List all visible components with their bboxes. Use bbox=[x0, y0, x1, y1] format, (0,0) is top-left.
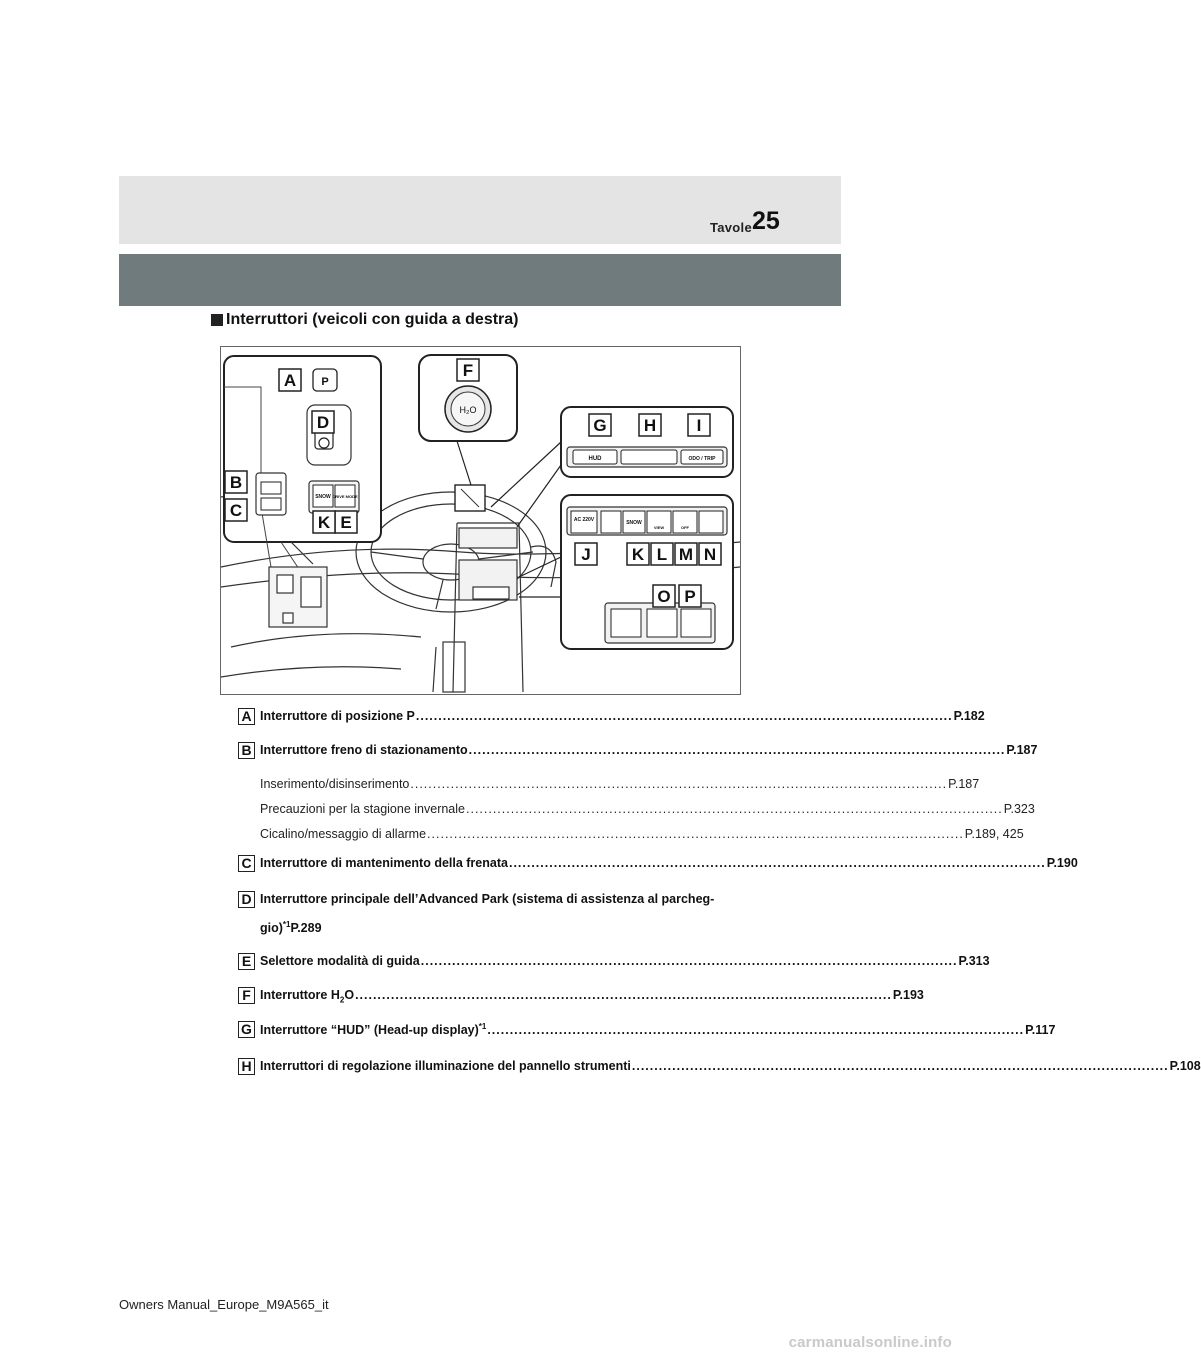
switches-illustration bbox=[220, 346, 741, 695]
entry-line bbox=[260, 1022, 1056, 1038]
entry-label: Interruttore di posizione P bbox=[260, 709, 415, 723]
leader-dots: ........................................................................................................................ bbox=[468, 743, 1006, 757]
entry-letter: G bbox=[238, 1021, 255, 1038]
page-ref-link[interactable]: P.289 bbox=[290, 921, 322, 936]
page-ref-link[interactable]: P.108 bbox=[1169, 1059, 1201, 1073]
sub-entry bbox=[260, 802, 1035, 816]
h2o-switch-label: H₂O bbox=[459, 405, 477, 415]
callout-l: L bbox=[656, 545, 668, 564]
square-bullet-icon bbox=[211, 314, 223, 326]
sub-entry bbox=[260, 827, 1024, 841]
entry-label-text: Interruttore “HUD” (Head-up display) bbox=[260, 1023, 479, 1038]
callout-g: G bbox=[593, 416, 607, 435]
callout-j: J bbox=[581, 545, 591, 564]
entry-letter: F bbox=[238, 987, 255, 1004]
leader-dots: ........................................................................................................................ bbox=[427, 827, 964, 841]
watermark: carmanualsonline.info bbox=[788, 1334, 952, 1351]
entry-letter: H bbox=[238, 1058, 255, 1075]
entry-line bbox=[260, 988, 924, 1005]
entry-letter: E bbox=[238, 953, 255, 970]
callout-n: N bbox=[703, 545, 717, 564]
entry-line bbox=[260, 954, 990, 968]
drive-mode-switch-label: DRIVE MODE bbox=[332, 494, 358, 499]
page-ref-link[interactable]: P.117 bbox=[1025, 1023, 1056, 1038]
callout-k-2: K bbox=[631, 545, 645, 564]
footer-doc-id: Owners Manual_Europe_M9A565_it bbox=[119, 1297, 329, 1312]
callout-k: K bbox=[317, 513, 331, 532]
entry-letter: D bbox=[238, 891, 255, 908]
hud-switch-label: HUD bbox=[588, 456, 602, 462]
entry-label bbox=[260, 988, 354, 1005]
ac-switch-label: AC 220V bbox=[573, 517, 595, 523]
footnote-marker: *1 bbox=[282, 920, 291, 929]
entry-label: Interruttore freno di stazionamento bbox=[260, 743, 468, 757]
header-bar bbox=[119, 254, 841, 306]
leader-dots: ........................................................................................................................ bbox=[420, 954, 958, 968]
leader-dots: ........................................................................................................................ bbox=[415, 709, 953, 723]
callout-d: D bbox=[316, 413, 330, 432]
leader-dots: ........................................................................................................................ bbox=[466, 802, 1003, 816]
entry-label: Selettore modalità di guida bbox=[260, 954, 420, 968]
entry-line bbox=[260, 920, 734, 935]
page-ref-link[interactable]: P.313 bbox=[958, 954, 990, 968]
page-number: 25 bbox=[752, 207, 780, 235]
view-switch-label: VIEW bbox=[653, 525, 665, 530]
section-heading bbox=[211, 311, 519, 329]
leader-dots: ........................................................................................................................ bbox=[631, 1059, 1169, 1073]
center-stack-panels bbox=[459, 528, 517, 600]
page-ref-link[interactable]: P.189, 425 bbox=[964, 827, 1024, 841]
entry-line bbox=[260, 856, 1078, 870]
entry-label: Interruttore di mantenimento della frenata bbox=[260, 856, 508, 870]
off-switch-label: OFF bbox=[681, 525, 689, 530]
callout-a: A bbox=[283, 371, 297, 390]
callout-e: E bbox=[340, 513, 352, 532]
leader-dots: ........................................................................................................................ bbox=[410, 777, 948, 791]
sub-entry-label: Cicalino/messaggio di allarme bbox=[260, 827, 427, 841]
section-label: Tavole bbox=[709, 220, 752, 235]
leader-dots: ........................................................................................................................ bbox=[487, 1023, 1025, 1038]
left-console-detail bbox=[269, 567, 327, 627]
entry-label-part: O bbox=[344, 988, 355, 1002]
callout-p: P bbox=[684, 587, 696, 606]
snow-switch-label-2: SNOW bbox=[626, 520, 642, 526]
entry-line bbox=[260, 1059, 1201, 1073]
sub-entry-label: Inserimento/disinserimento bbox=[260, 777, 410, 791]
callout-c: C bbox=[229, 501, 243, 520]
page-ref-link[interactable]: P.187 bbox=[948, 777, 980, 791]
entry-line bbox=[260, 709, 985, 723]
callout-h: H bbox=[643, 416, 657, 435]
leader-dots: ........................................................................................................................ bbox=[355, 988, 892, 1002]
callout-m: M bbox=[678, 545, 694, 564]
entry-letter: C bbox=[238, 855, 255, 872]
page-ref-link[interactable]: P.182 bbox=[953, 709, 985, 723]
callout-f: F bbox=[462, 361, 474, 380]
entry-line bbox=[260, 743, 1038, 757]
page-ref-link[interactable]: P.190 bbox=[1046, 856, 1078, 870]
entry-label-part: Interruttore H bbox=[260, 988, 340, 1002]
sub-entry bbox=[260, 777, 980, 791]
snow-switch-label: SNOW bbox=[315, 494, 331, 500]
callout-b: B bbox=[229, 473, 243, 492]
callout-i: I bbox=[696, 416, 702, 435]
p-switch-label: P bbox=[321, 376, 329, 388]
entry-label: Interruttore principale dell’Advanced Park (sistema di assistenza al parcheg- bbox=[260, 892, 715, 906]
page-ref-link[interactable]: P.193 bbox=[892, 988, 924, 1002]
left-switch-panel bbox=[224, 356, 381, 572]
entry-label bbox=[260, 1022, 486, 1037]
entry-label-continuation: gio) bbox=[260, 921, 283, 936]
subscript: 2 bbox=[339, 995, 345, 1005]
entry-label: Interruttori di regolazione illuminazione del pannello strumenti bbox=[260, 1059, 631, 1073]
sub-entry-label: Precauzioni per la stagione invernale bbox=[260, 802, 465, 816]
callout-o: O bbox=[657, 587, 671, 606]
page-ref-link[interactable]: P.187 bbox=[1006, 743, 1038, 757]
footnote-marker: *1 bbox=[478, 1022, 487, 1031]
entry-letter: B bbox=[238, 742, 255, 759]
leader-dots: ........................................................................................................................ bbox=[508, 856, 1046, 870]
odo-trip-switch-label: ODO / TRIP bbox=[688, 456, 716, 462]
section-heading-text: Interruttori (veicoli con guida a destra) bbox=[226, 311, 519, 328]
center-switch-panel bbox=[519, 495, 733, 649]
entry-letter: A bbox=[238, 708, 255, 725]
page-ref-link[interactable]: P.323 bbox=[1003, 802, 1035, 816]
